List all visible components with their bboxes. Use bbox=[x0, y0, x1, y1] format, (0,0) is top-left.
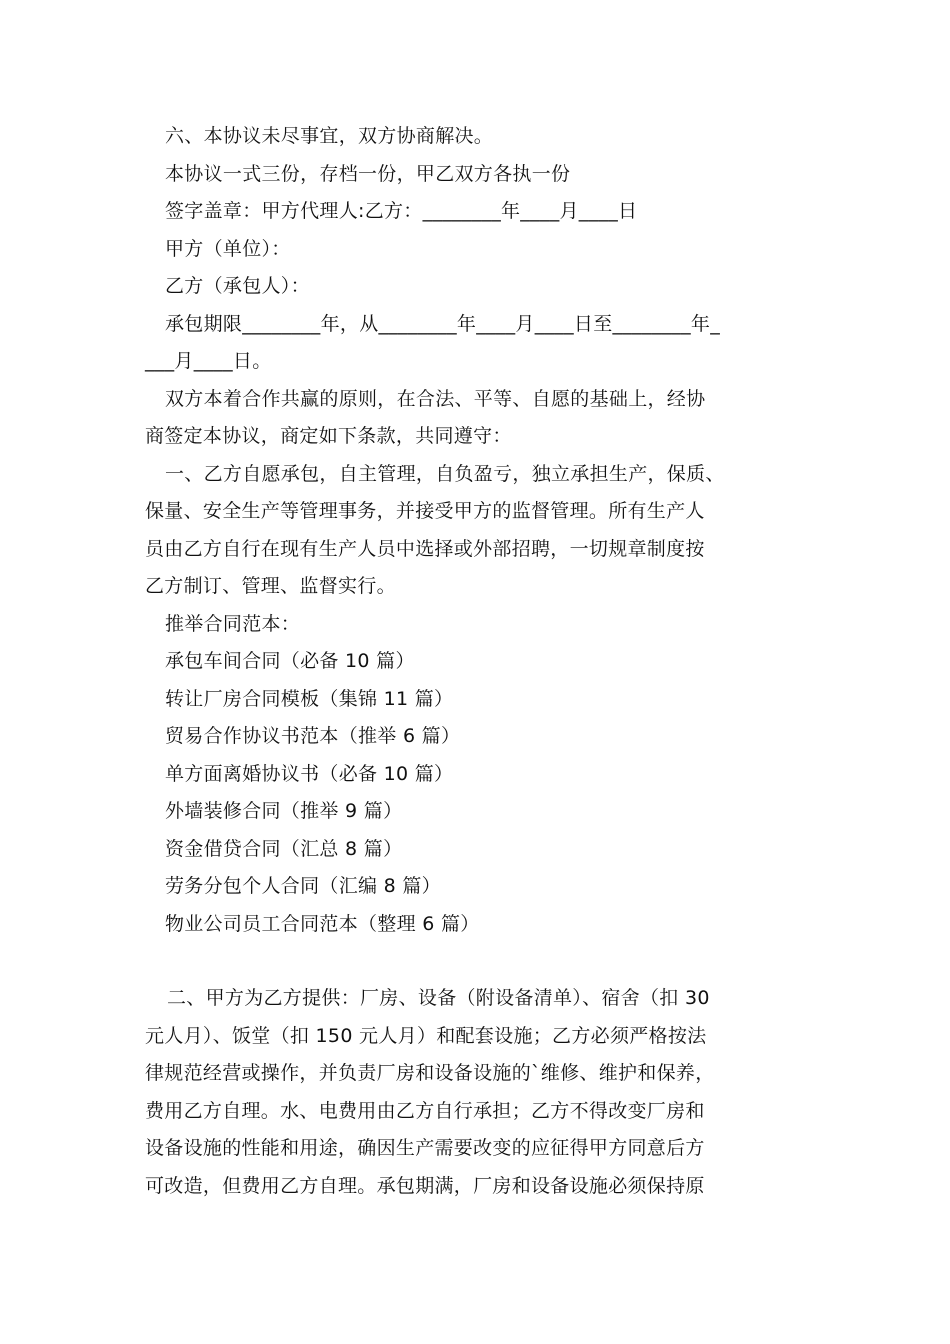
blank-line bbox=[145, 943, 810, 980]
clause-one-line: 乙方制订、管理、监督实行。 bbox=[145, 575, 396, 597]
preamble-line-cont: 商签定本协议，商定如下条款，共同遵守： bbox=[145, 425, 512, 447]
clause-one-line: 员由乙方自行在现有生产人员中选择或外部招聘，一切规章制度按 bbox=[145, 537, 705, 560]
clause-one-line: 一、乙方自愿承包，自主管理，自负盈亏，独立承担生产，保质、 bbox=[165, 462, 725, 485]
template-link[interactable]: 劳务分包个人合同（汇编 8 篇） bbox=[165, 875, 441, 897]
clause-two-line: 设备设施的性能和用途，确因生产需要改变的应征得甲方同意后方 bbox=[145, 1137, 705, 1159]
clause-two-line: 元人月）、饭堂（扣 150 元人月）和配套设施；乙方必须严格按法 bbox=[145, 1024, 707, 1047]
clause-two-line: 律规范经营或操作，并负责厂房和设备设施的`维修、维护和保养， bbox=[145, 1062, 715, 1084]
template-link[interactable]: 外墙装修合同（推举 9 篇） bbox=[165, 800, 403, 822]
clause-two-line: 可改造，但费用乙方自理。承包期满，厂房和设备设施必须保持原 bbox=[145, 1174, 705, 1197]
party-b-label: 乙方（承包人）： bbox=[165, 275, 310, 297]
template-link[interactable]: 承包车间合同（必备 10 篇） bbox=[165, 650, 415, 672]
party-a-label: 甲方（单位）： bbox=[165, 237, 291, 260]
clause-six: 六、本协议未尽事宜，双方协商解决。 bbox=[165, 125, 494, 147]
clause-two-line: 费用乙方自理。水、电费用由乙方自行承担；乙方不得改变厂房和 bbox=[145, 1099, 705, 1122]
copies-statement: 本协议一式三份，存档一份，甲乙双方各执一份 bbox=[165, 162, 571, 185]
recommended-templates-heading: 推举合同范本： bbox=[165, 612, 301, 635]
template-link[interactable]: 资金借贷合同（汇总 8 篇） bbox=[165, 837, 403, 860]
preamble-line: 双方本着合作共赢的原则，在合法、平等、自愿的基础上，经协 bbox=[165, 387, 706, 410]
contract-term-line-cont: ___月____日。 bbox=[145, 350, 272, 372]
template-link[interactable]: 物业公司员工合同范本（整理 6 篇） bbox=[165, 912, 480, 935]
clause-one-line: 保量、安全生产等管理事务，并接受甲方的监督管理。所有生产人 bbox=[145, 500, 705, 522]
template-link[interactable]: 单方面离婚协议书（必备 10 篇） bbox=[165, 762, 454, 785]
contract-term-line: 承包期限________年，从________年____月____日至________年_ bbox=[165, 312, 721, 335]
template-link[interactable]: 转让厂房合同模板（集锦 11 篇） bbox=[165, 687, 454, 710]
document-body bbox=[145, 118, 810, 1205]
clause-two-line: 二、甲方为乙方提供：厂房、设备（附设备清单）、宿舍（扣 30 bbox=[167, 987, 710, 1009]
signature-line: 签字盖章：甲方代理人:乙方：________年____月____日 bbox=[165, 200, 638, 222]
template-link[interactable]: 贸易合作协议书范本（推举 6 篇） bbox=[165, 725, 461, 747]
